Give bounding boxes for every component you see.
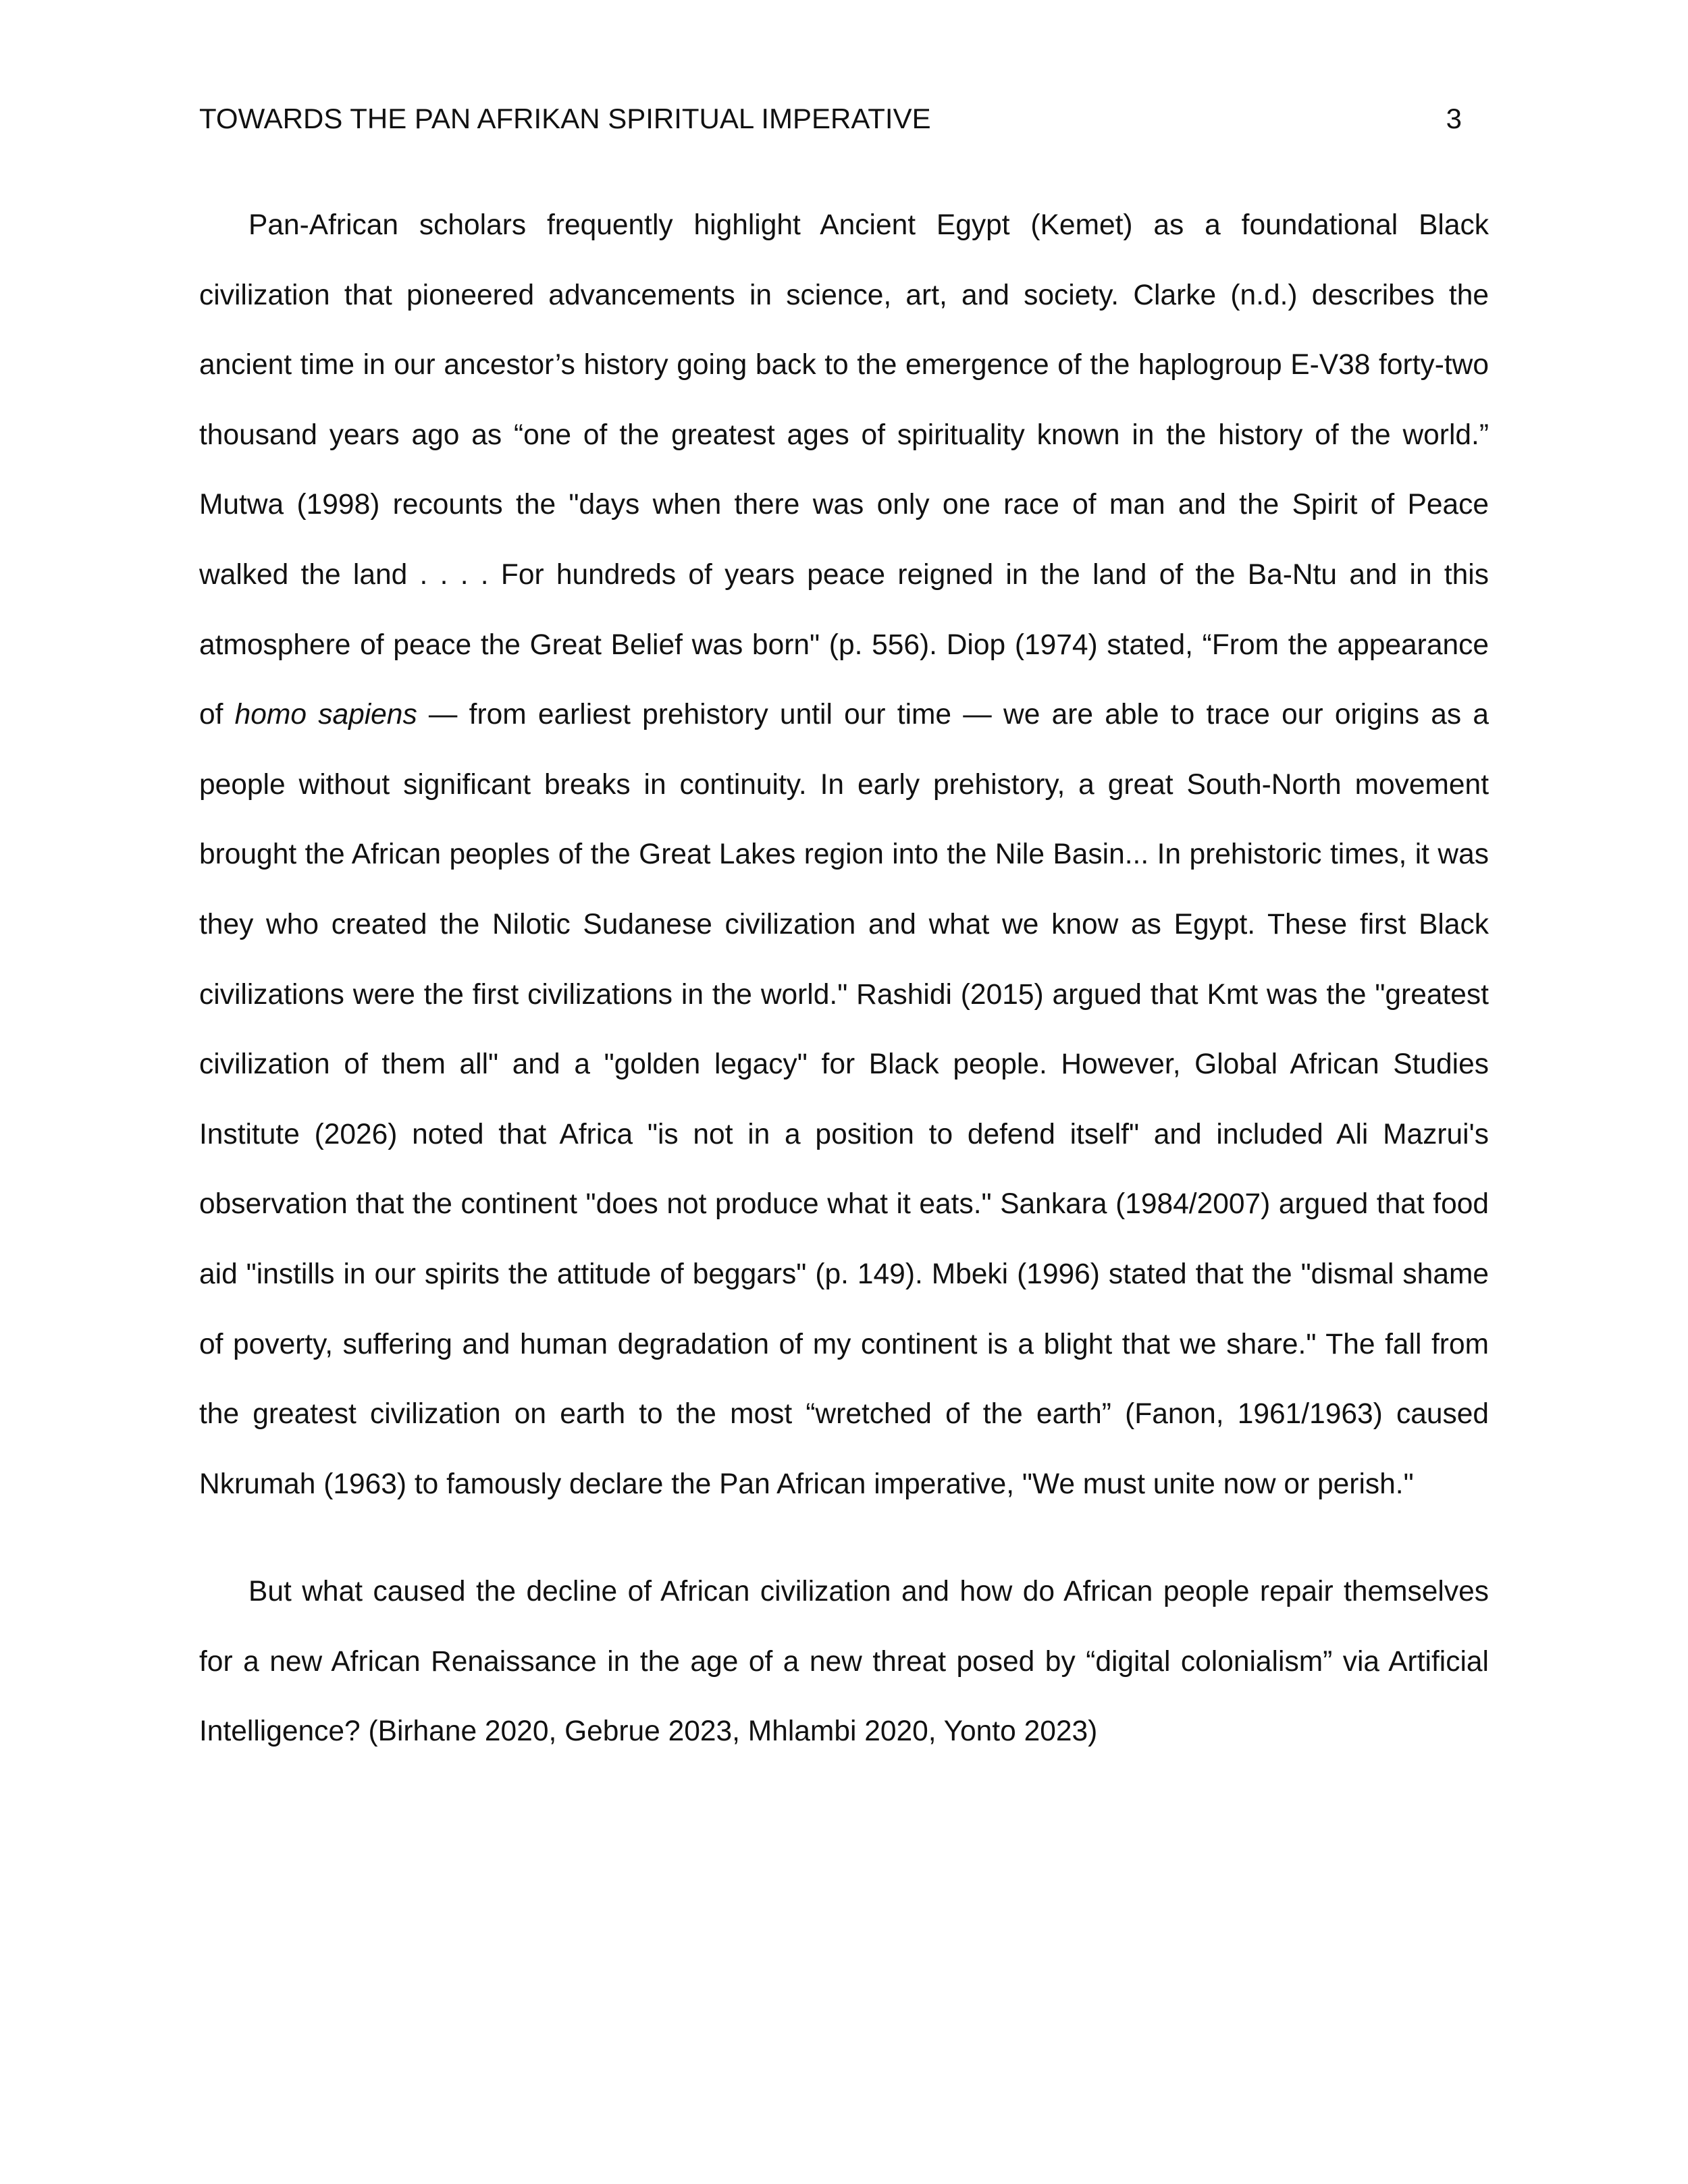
- paragraph-1: [199, 190, 1489, 1519]
- page-number: 3: [1446, 103, 1462, 134]
- paragraph-1-italic-term: homo sapiens: [234, 699, 417, 731]
- running-head: TOWARDS THE PAN AFRIKAN SPIRITUAL IMPERATIVE: [199, 103, 931, 134]
- paragraph-1-text-a: Pan-African scholars frequently highlight Ancient Egypt (Kemet) as a foundational Black civilization that pioneered advancements in science, art, and society. Clarke (n.d.) describes the ancient time in our ancestor’s history going back to the emergence of the haplogroup E-V38 forty-two thousand years ago as “one of the greatest ages of spirituality known in the history of the world.” Mutwa (1998) recounts the "days when there was only one race of man and the Spirit of Peace walked the land . . . . For hundreds of years peace reigned in the land of the Ba-Ntu and in this atmosphere of peace the Great Belief was born" (p. 556). Diop (1974) stated, “From the appearance of: [199, 209, 1489, 731]
- paragraph-1-text-b: — from earliest prehistory until our time — we are able to trace our origins as a people without significant breaks in continuity. In early prehistory, a great South-North movement brought the African peoples of the Great Lakes region into the Nile Basin... In prehistoric times, it was they who created the Nilotic Sudanese civilization and what we know as Egypt. These first Black civilizations were the first civilizations in the world." Rashidi (2015) argued that Kmt was the "greatest civilization of them all" and a "golden legacy" for Black people. However, Global African Studies Institute (2026) noted that Africa "is not in a position to defend itself" and included Ali Mazrui's observation that the continent "does not produce what it eats." Sankara (1984/2007) argued that food aid "instills in our spirits the attitude of beggars" (p. 149). Mbeki (1996) stated that the "dismal shame of poverty, suffering and human degradation of my continent is a blight that we share." The fall from the greatest civilization on earth to the most “wretched of the earth” (Fanon, 1961/1963) caused Nkrumah (1963) to famously declare the Pan African imperative, "We must unite now or perish.": [199, 699, 1489, 1500]
- document-body: [199, 190, 1489, 1767]
- page-header: [199, 99, 1462, 139]
- paragraph-2: But what caused the decline of African civilization and how do African people repair themselves for a new African Renaissance in the age of a new threat posed by “digital colonialism” via Artificial Intelligence? (Birhane 2020, Gebrue 2023, Mhlambi 2020, Yonto 2023): [199, 1576, 1489, 1748]
